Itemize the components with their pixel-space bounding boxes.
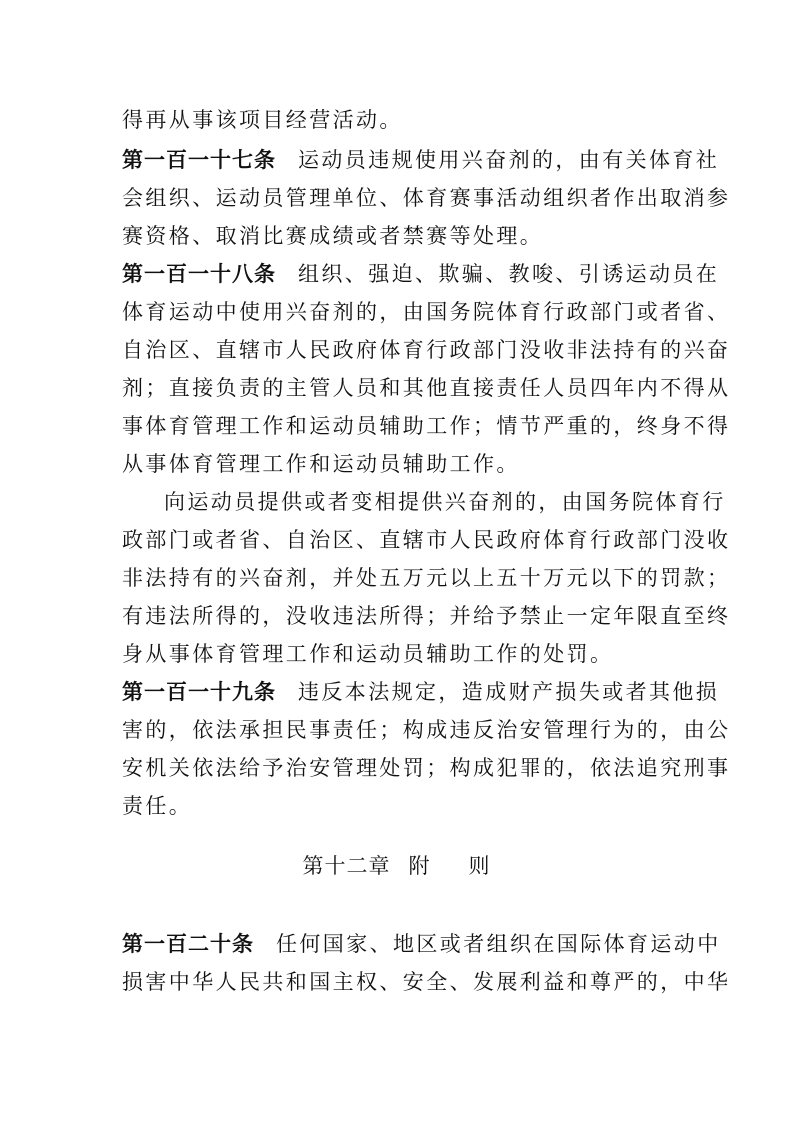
text-line: 自治区、直辖市人民政府体育行政部门没收非法持有的兴奋 [122,338,731,362]
article-heading: 第一百一十七条 [122,148,276,172]
article-heading: 第一百一十八条 [122,262,276,286]
text-line: 剂；直接负责的主管人员和其他直接责任人员四年内不得从 [122,376,731,400]
chapter-title-part2: 则 [468,854,491,878]
article-heading: 第一百二十条 [122,932,254,956]
text-line: 赛资格、取消比赛成绩或者禁赛等处理。 [122,224,544,248]
article-119-first-line: 第一百一十九条 违反本法规定，造成财产损失或者其他损 [122,680,720,704]
text-line: 有违法所得的，没收违法所得；并给予禁止一定年限直至终 [122,604,731,628]
article-heading: 第一百一十九条 [122,680,276,704]
text-line: 得再从事该项目经营活动。 [122,108,403,132]
text-line: 损害中华人民共和国主权、安全、发展利益和尊严的，中华 [122,970,731,994]
chapter-number: 第十二章 [302,854,391,878]
text-line: 身从事体育管理工作和运动员辅助工作的处罚。 [122,642,614,666]
article-118-first-line: 第一百一十八条 组织、强迫、欺骗、教唆、引诱运动员在 [122,262,720,286]
text-line: 从事体育管理工作和运动员辅助工作。 [122,452,520,476]
article-117-first-line: 第一百一十七条 运动员违规使用兴奋剂的，由有关体育社 [122,148,720,172]
chapter-title-part1: 附 [408,854,431,878]
text-line: 安机关依法给予治安管理处罚；构成犯罪的，依法追究刑事 [122,756,731,780]
text-line: 事体育管理工作和运动员辅助工作；情节严重的，终身不得 [122,414,731,438]
text-line: 非法持有的兴奋剂，并处五万元以上五十万元以下的罚款； [122,566,731,590]
chapter-heading [0,856,793,877]
text-line: 害的，依法承担民事责任；构成违反治安管理行为的，由公 [122,718,731,742]
article-120-first-line: 第一百二十条 任何国家、地区或者组织在国际体育运动中 [122,932,721,956]
paragraph-first-line: 向运动员提供或者变相提供兴奋剂的，由国务院体育行 [164,490,726,514]
text-line: 责任。 [122,794,193,818]
text-line: 会组织、运动员管理单位、体育赛事活动组织者作出取消参 [122,186,731,210]
text-line: 体育运动中使用兴奋剂的，由国务院体育行政部门或者省、 [122,300,731,324]
text-line: 政部门或者省、自治区、直辖市人民政府体育行政部门没收 [122,528,731,552]
